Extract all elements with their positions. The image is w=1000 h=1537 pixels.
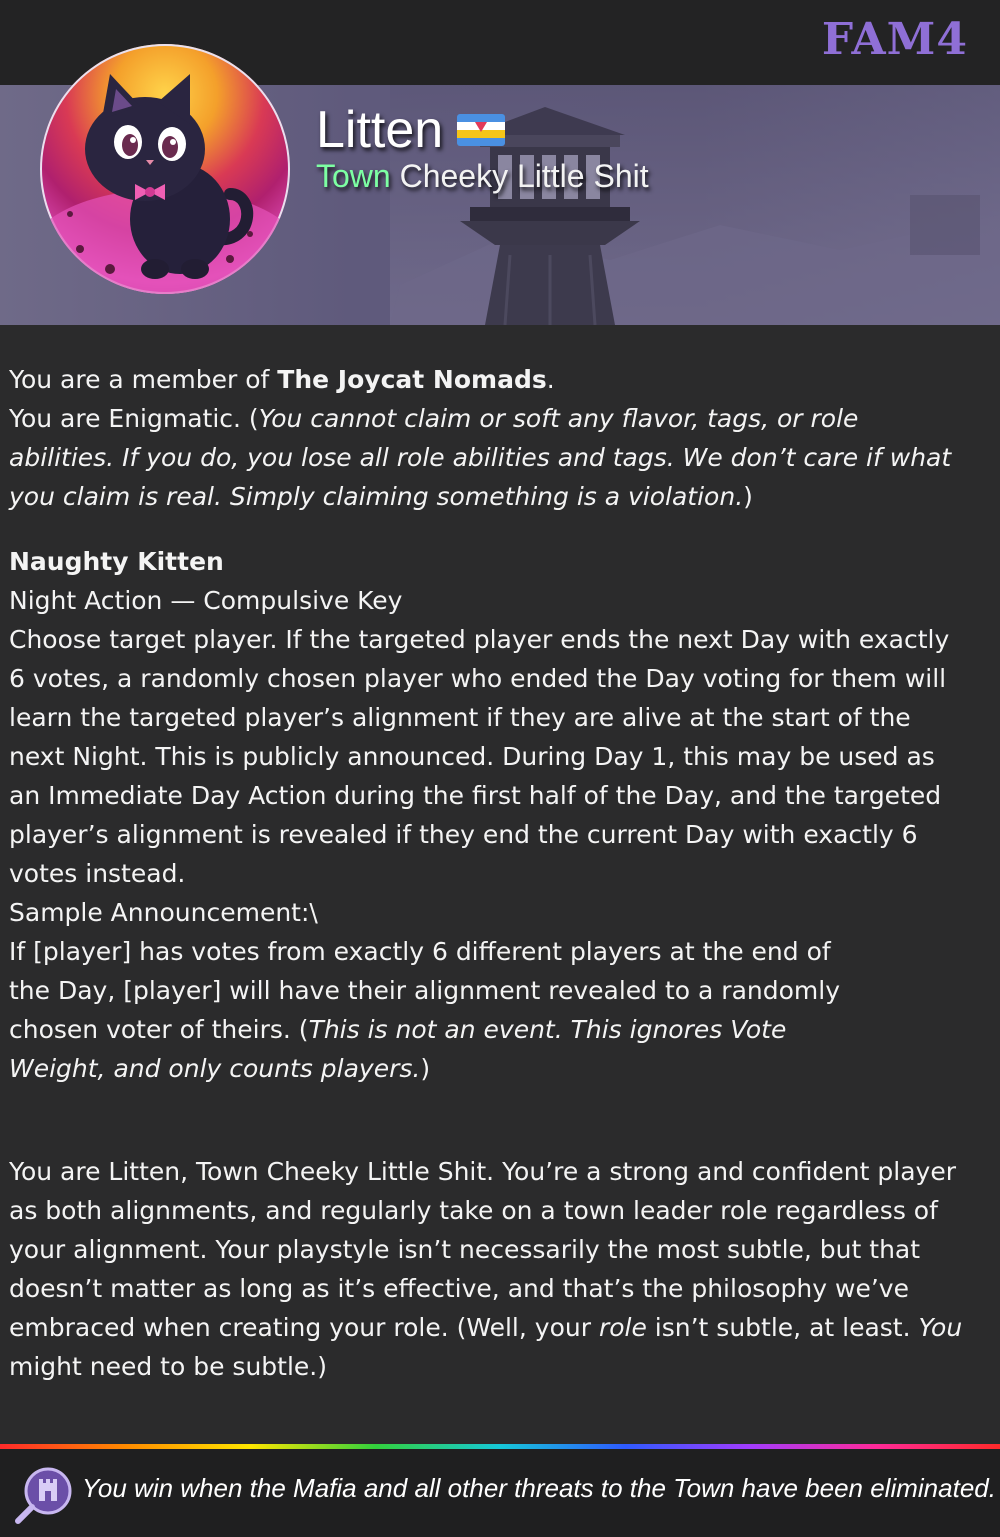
- sample-announcement-quote: [9, 932, 869, 1088]
- ability-name: Naughty Kitten: [9, 547, 224, 576]
- flavor-part-2: isn’t subtle, at least.: [646, 1313, 919, 1342]
- sample-announcement-label: Sample Announcement:\: [9, 898, 318, 927]
- castle-magnifier-icon: [12, 1463, 76, 1527]
- sample-announcement-note: This is not an event. This ignores Vote Weight, and only counts players.: [9, 1015, 787, 1083]
- role-content: [9, 360, 969, 1386]
- sample-announcement-text: If [player] has votes from exactly 6 different players at the end of the Day, [player] will have their alignment revealed to a randomly chosen voter of theirs. (: [9, 937, 841, 1044]
- character-avatar: [40, 44, 290, 294]
- flavor-emphasis-2: You: [918, 1313, 963, 1342]
- sample-announcement-close: ): [420, 1054, 431, 1083]
- membership-suffix: .: [546, 365, 555, 394]
- enigmatic-suffix: ): [743, 482, 753, 511]
- character-name: Litten: [316, 101, 444, 159]
- enigmatic-line: [9, 399, 969, 516]
- ability-type: Night Action — Compulsive Key: [9, 586, 403, 615]
- role-title: [316, 158, 649, 195]
- win-condition-footer: [0, 1449, 1000, 1537]
- enigmatic-prefix: You are Enigmatic. (: [9, 404, 259, 433]
- enigmatic-rules: You cannot claim or soft any flavor, tags, or role abilities. If you do, you lose all role abilities and tags. We don’t care if what you claim is real. Simply claiming something is a violation.: [9, 404, 952, 511]
- character-name-line: [316, 100, 505, 160]
- flavor-part-3: might need to be subtle.): [9, 1352, 327, 1381]
- faction-name: The Joycat Nomads: [277, 365, 547, 394]
- membership-line: [9, 360, 969, 399]
- role-name-label: Cheeky Little Shit: [399, 158, 649, 194]
- flavor-part-1: You are Litten, Town Cheeky Little Shit. You’re a strong and confident player as both alignments, and regularly take on a town leader role regardless of your alignment. Your playstyle isn’t necessarily the most subtle, but that doesn’t matter as long as it’s effective, and that’s the philosophy we’ve embraced when creating your role. (Well, your: [9, 1157, 956, 1342]
- alignment-label: Town: [316, 158, 391, 194]
- flavor-emphasis-1: role: [598, 1313, 647, 1342]
- membership-prefix: You are a member of: [9, 365, 278, 394]
- ability-description: Choose target player. If the targeted player ends the next Day with exactly 6 votes, a randomly chosen player who ended the Day voting for them will learn the targeted player’s alignment if they are alive at the start of the next Night. This is publicly announced. During Day 1, this may be used as an Immediate Day Action during the first half of the Day, and the targeted player’s alignment is revealed if they end the current Day with exactly 6 votes instead.: [9, 625, 950, 888]
- black-cat-illustration: [40, 44, 290, 294]
- flag-icon: [457, 114, 505, 146]
- win-condition-text: You win when the Mafia and all other threats to the Town have been eliminated.: [82, 1473, 996, 1503]
- brand-logo: FAM4: [821, 14, 968, 65]
- flavor-text: [9, 1152, 969, 1386]
